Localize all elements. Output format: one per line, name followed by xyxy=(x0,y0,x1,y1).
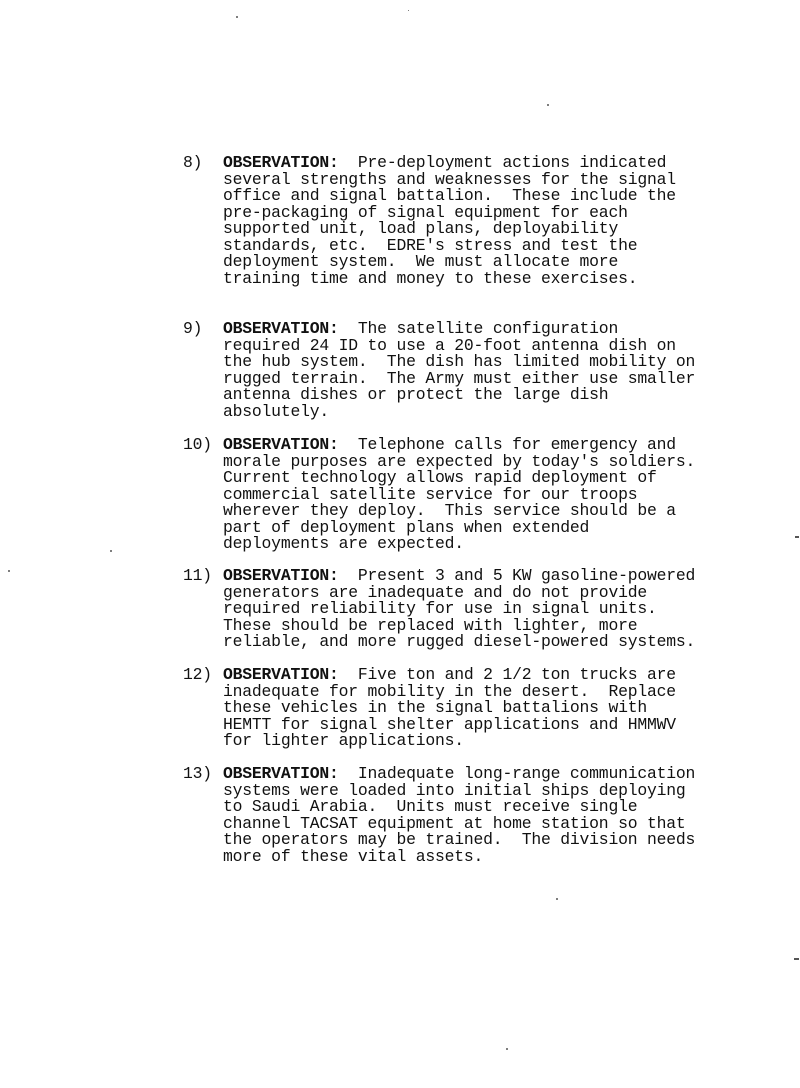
observation-label: OBSERVATION: xyxy=(223,153,339,172)
observation-line: deployments are expected. xyxy=(223,534,464,553)
observation-line: Present 3 and 5 KW gasoline-powered xyxy=(338,566,696,585)
observation-line: reliable, and more rugged diesel-powered systems. xyxy=(223,632,696,651)
observation-11 xyxy=(183,568,783,651)
observation-line: standards, etc. EDRE's stress and test the xyxy=(223,235,638,255)
observation-number: 13) xyxy=(183,764,212,783)
observation-line: absolutely. xyxy=(223,401,329,421)
observation-line: generators are inadequate and do not provide xyxy=(223,582,647,602)
observation-line: required 24 ID to use a 20-foot antenna dish on xyxy=(223,335,676,355)
scan-speck xyxy=(794,958,799,960)
observation-label: OBSERVATION: xyxy=(223,764,339,783)
observation-line: systems were loaded into initial ships deploying xyxy=(223,780,686,800)
observation-line: for lighter applications. xyxy=(223,731,464,750)
observation-line: Pre-deployment actions indicated xyxy=(338,153,667,172)
scan-speck xyxy=(110,550,112,552)
observation-label: OBSERVATION: xyxy=(223,435,339,454)
observation-line: several strengths and weaknesses for the signal xyxy=(223,169,676,189)
observation-13 xyxy=(183,766,783,865)
observation-line: Five ton and 2 1/2 ton trucks are xyxy=(338,665,676,684)
scan-speck xyxy=(236,16,238,18)
scan-speck xyxy=(795,536,799,538)
observation-text xyxy=(223,155,783,287)
observation-number: 8) xyxy=(183,153,203,172)
scan-speck xyxy=(8,570,10,572)
observation-text xyxy=(223,437,783,553)
observation-number: 10) xyxy=(183,435,212,454)
observation-line: these vehicles in the signal battalions with xyxy=(223,698,647,717)
observation-line: the hub system. The dish has limited mobility on xyxy=(223,352,696,371)
observation-number: 12) xyxy=(183,665,212,684)
observation-number: 11) xyxy=(183,566,212,585)
scan-speck xyxy=(547,104,549,106)
observation-line: more of these vital assets. xyxy=(223,846,484,866)
observation-line: pre-packaging of signal equipment for each xyxy=(223,202,628,222)
scan-speck xyxy=(408,10,409,11)
observation-line: supported unit, load plans, deployability xyxy=(223,219,619,238)
observation-line: commercial satellite service for our troops xyxy=(223,484,638,504)
observation-line: deployment system. We must allocate more xyxy=(223,252,619,271)
observation-line: inadequate for mobility in the desert. Replace xyxy=(223,681,676,701)
observation-12 xyxy=(183,667,783,750)
observation-line: The satellite configuration xyxy=(338,319,619,338)
observation-9 xyxy=(183,321,783,420)
observation-8 xyxy=(183,155,783,287)
observation-line: These should be replaced with lighter, more xyxy=(223,615,638,635)
scan-speck xyxy=(556,898,558,900)
observation-text xyxy=(223,667,783,750)
observation-line: to Saudi Arabia. Units must receive single xyxy=(223,797,638,816)
observation-label: OBSERVATION: xyxy=(223,665,339,684)
observation-text xyxy=(223,568,783,651)
observation-number: 9) xyxy=(183,319,203,338)
observation-line: morale purposes are expected by today's soldiers. xyxy=(223,451,696,471)
observation-line: rugged terrain. The Army must either use smaller xyxy=(223,368,696,388)
observation-line: wherever they deploy. This service should be a xyxy=(223,501,676,520)
observation-line: office and signal battalion. These include the xyxy=(223,186,676,205)
observation-line: channel TACSAT equipment at home station so that xyxy=(223,813,686,833)
observation-line: part of deployment plans when extended xyxy=(223,517,590,537)
observation-label: OBSERVATION: xyxy=(223,566,339,585)
observation-line: Inadequate long-range communication xyxy=(338,764,696,783)
observation-line: the operators may be trained. The division needs xyxy=(223,830,696,849)
observation-line: required reliability for use in signal units. xyxy=(223,599,657,618)
observation-line: Telephone calls for emergency and xyxy=(338,435,676,454)
observation-text xyxy=(223,321,783,420)
observation-line: antenna dishes or protect the large dish xyxy=(223,385,609,404)
observation-line: Current technology allows rapid deployment of xyxy=(223,468,657,487)
observation-10 xyxy=(183,437,783,553)
observation-line: training time and money to these exercises. xyxy=(223,268,638,288)
scan-speck xyxy=(506,1048,508,1050)
observation-label: OBSERVATION: xyxy=(223,319,339,338)
observation-line: HEMTT for signal shelter applications and HMMWV xyxy=(223,714,676,734)
observation-text xyxy=(223,766,783,865)
